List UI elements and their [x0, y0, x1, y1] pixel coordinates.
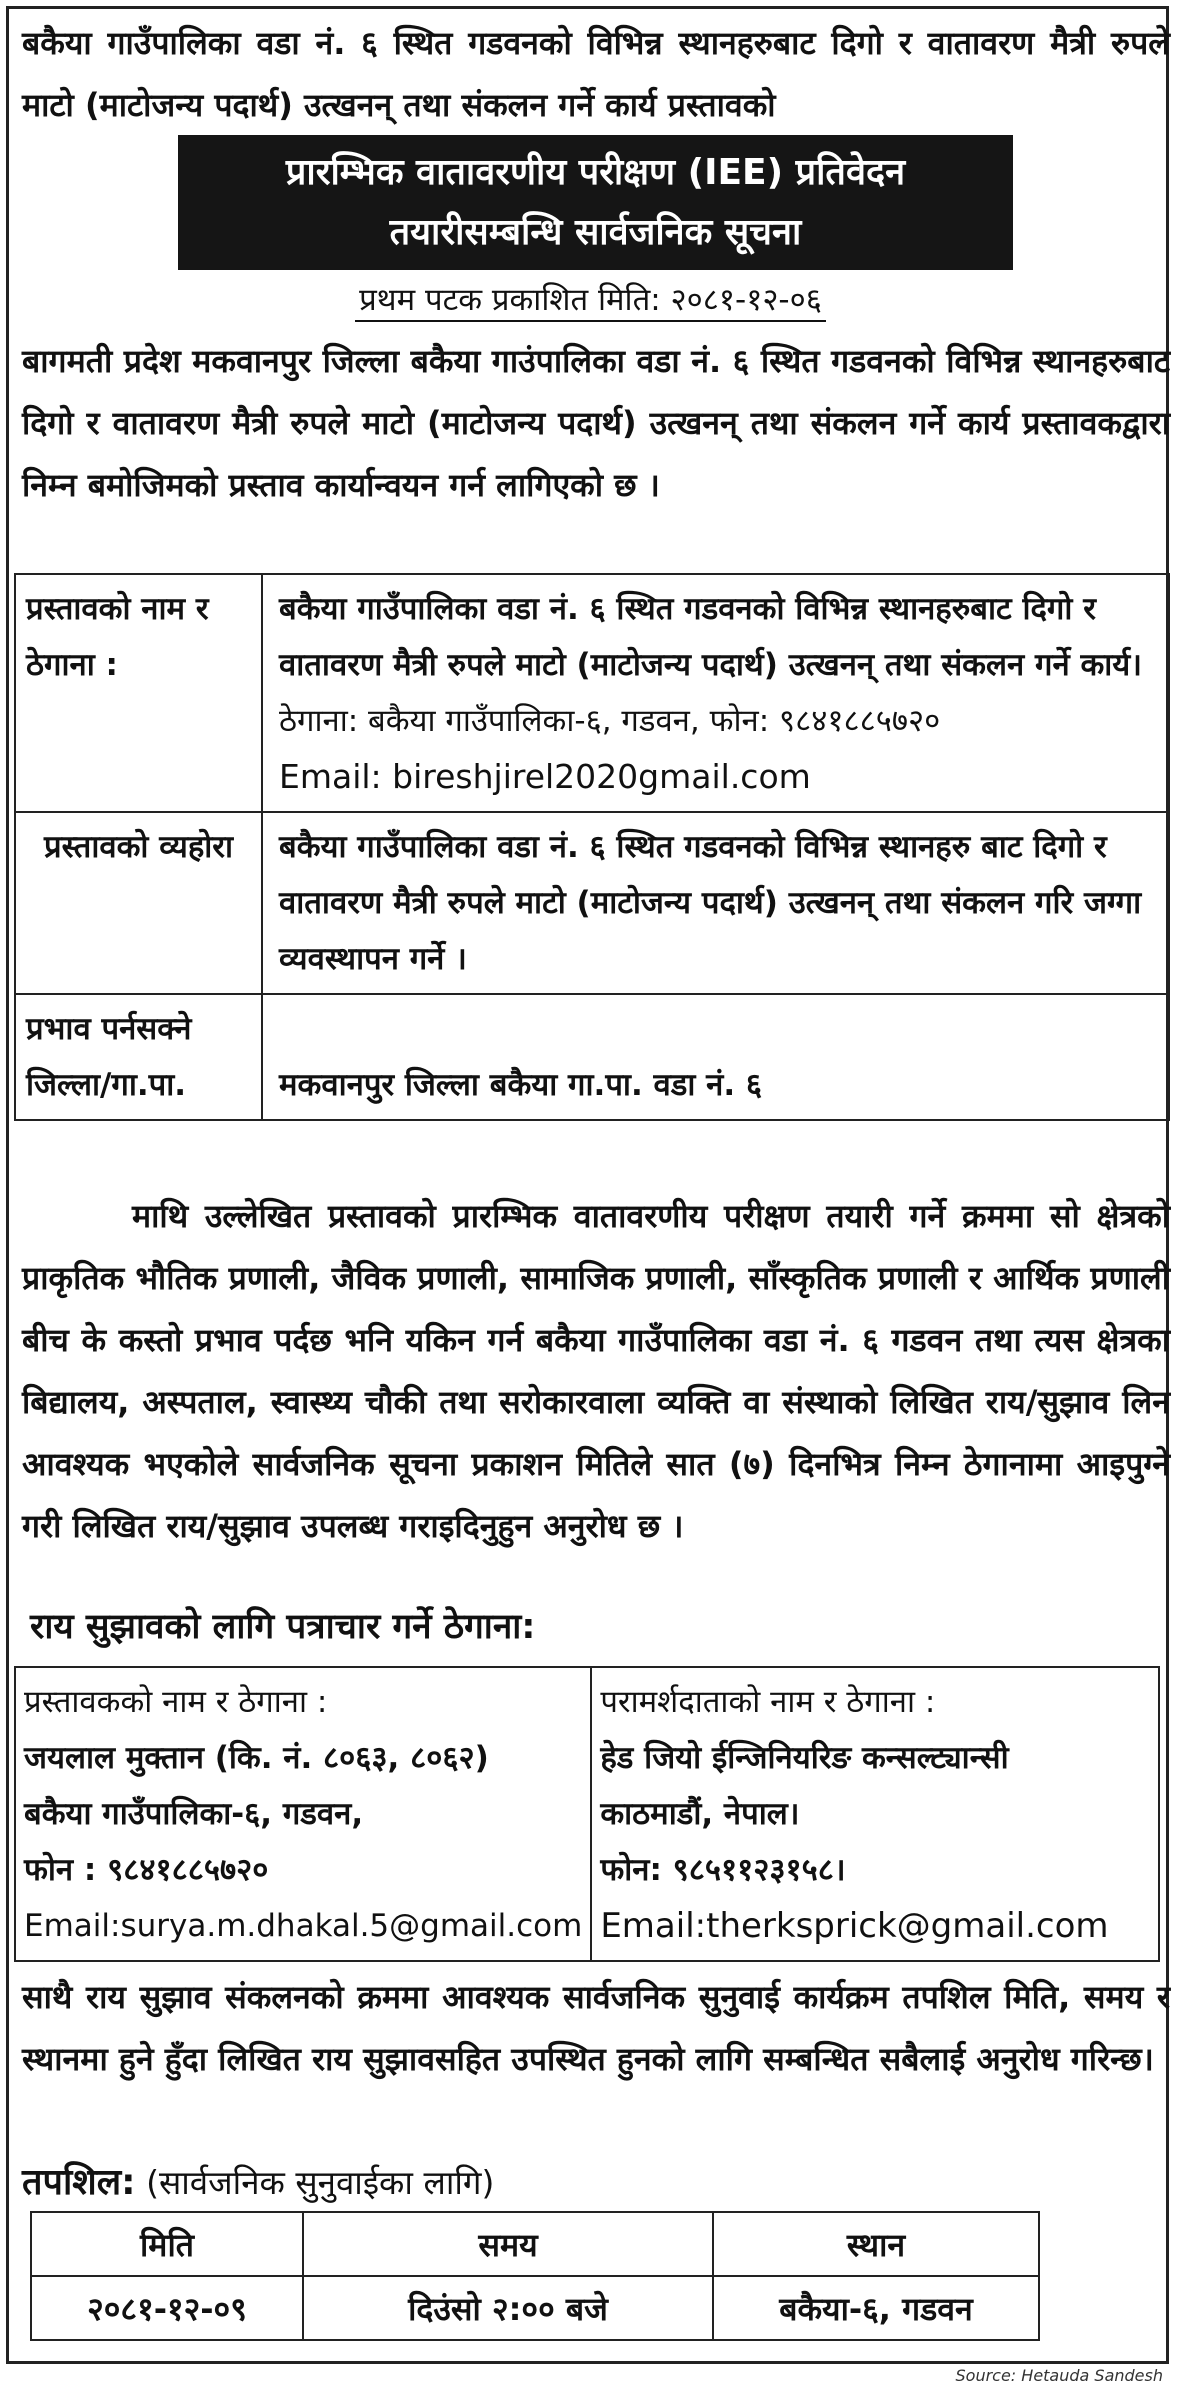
- tapashil-label: तपशिल:: [22, 2162, 136, 2203]
- tapashil-note: (सार्वजनिक सुनुवाईका लागि): [146, 2163, 495, 2202]
- consultant-name: हेड जियो ईन्जिनियरिङ कन्सल्ट्यान्सी: [600, 1740, 1009, 1776]
- published-date: [0, 278, 1181, 320]
- consultant-email: Email:therksprick@gmail.com: [600, 1906, 1109, 1946]
- title-box: [178, 135, 1013, 270]
- contact-heading: राय सुझावको लागि पत्राचार गर्ने ठेगाना:: [30, 1607, 536, 1647]
- proponent-header: प्रस्तावकको नाम र ठेगाना :: [24, 1684, 328, 1720]
- hearing-schedule-table: [30, 2211, 1040, 2341]
- proposal-name: बकैया गाउँपालिका वडा नं. ६ स्थित गडवनको विभिन्न स्थानहरुबाट दिगो र वातावरण मैत्री रुपले माटो (माटोजन्य पदार्थ) उत्खनन् तथा संकलन गर्ने कार्य।: [279, 591, 1143, 683]
- table-row: [15, 812, 1169, 994]
- row-value: [262, 574, 1169, 812]
- proponent-phone: फोन : ९८४१८८५७२०: [24, 1852, 269, 1888]
- row-value: बकैया गाउँपालिका वडा नं. ६ स्थित गडवनको विभिन्न स्थानहरु बाट दिगो र वातावरण मैत्री रुपले माटो (माटोजन्य पदार्थ) उत्खनन् तथा संकलन गरि जग्गा व्यवस्थापन गर्ने ।: [262, 812, 1169, 994]
- proponent-email: Email:surya.m.dhakal.5@gmail.com: [24, 1908, 583, 1944]
- table-row: [31, 2276, 1039, 2340]
- row-label: प्रस्तावको नाम र ठेगाना :: [15, 574, 262, 812]
- row-label: प्रस्तावको व्यहोरा: [15, 812, 262, 994]
- consultant-cell: [591, 1667, 1159, 1961]
- consultant-phone: फोन: ९८५११२३१५८।: [600, 1852, 846, 1888]
- row-value: मकवानपुर जिल्ला बकैया गा.पा. वडा नं. ६: [262, 994, 1169, 1120]
- source-credit: Source: Hetauda Sandesh: [955, 2366, 1163, 2385]
- proposal-info-table: [14, 573, 1170, 1121]
- cell-time: दिउंसो २:०० बजे: [303, 2276, 713, 2340]
- proposal-address: ठेगाना: बकैया गाउँपालिका-६, गडवन, फोन: ९८४१८८५७२०: [279, 703, 941, 739]
- table-row: [15, 1667, 1159, 1961]
- proposal-email: Email: bireshjirel2020gmail.com: [279, 757, 811, 796]
- table-row: [15, 994, 1169, 1120]
- row-label: प्रभाव पर्नसक्ने जिल्ला/गा.पा.: [15, 994, 262, 1120]
- consultant-address: काठमाडौं, नेपाल।: [600, 1796, 800, 1832]
- table-row: [15, 574, 1169, 812]
- table-header-row: [31, 2212, 1039, 2276]
- body-paragraph: माथि उल्लेखित प्रस्तावको प्रारम्भिक वातावरणीय परीक्षण तयारी गर्ने क्रममा सो क्षेत्रको प्राकृतिक भौतिक प्रणाली, जैविक प्रणाली, सामाजिक प्रणाली, साँस्कृतिक प्रणाली र आर्थिक प्रणाली बीच के कस्तो प्रभाव पर्दछ भनि यकिन गर्न बकैया गाउँपालिका वडा नं. ६ गडवन तथा त्यस क्षेत्रका बिद्यालय, अस्पताल, स्वास्थ्य चौकी तथा सरोकारवाला व्यक्ति वा संस्थाको लिखित राय/सुझाव लिन आवश्यक भएकोले सार्वजनिक सूचना प्रकाशन मितिले सात (७) दिनभित्र निम्न ठेगानामा आइपुग्ने गरी लिखित राय/सुझाव उपलब्ध गराइदिनुहुन अनुरोध छ ।: [22, 1197, 1170, 1545]
- proponent-cell: [15, 1667, 591, 1961]
- intro-heading: बकैया गाउँपालिका वडा नं. ६ स्थित गडवनको विभिन्न स्थानहरुबाट दिगो र वातावरण मैत्री रुपले माटो (माटोजन्य पदार्थ) उत्खनन् तथा संकलन गर्ने कार्य प्रस्तावको: [22, 24, 1170, 124]
- tapashil: [22, 2156, 494, 2205]
- intro-paragraph: बागमती प्रदेश मकवानपुर जिल्ला बकैया गाउंपालिका वडा नं. ६ स्थित गडवनको विभिन्न स्थानहरुबाट दिगो र वातावरण मैत्री रुपले माटो (माटोजन्य पदार्थ) उत्खनन् तथा संकलन गर्ने कार्य प्रस्तावकद्वारा निम्न बमोजिमको प्रस्ताव कार्यान्वयन गर्न लागिएको छ ।: [22, 342, 1170, 504]
- title-line-1: प्रारम्भिक वातावरणीय परीक्षण (IEE) प्रतिवेदन: [285, 152, 906, 193]
- published-date-text: प्रथम पटक प्रकाशित मिति: २०८१-१२-०६: [355, 282, 826, 322]
- consultant-header: परामर्शदाताको नाम र ठेगाना :: [600, 1684, 936, 1720]
- header-time: समय: [303, 2212, 713, 2276]
- contact-table: [14, 1666, 1160, 1962]
- closing-paragraph: साथै राय सुझाव संकलनको क्रममा आवश्यक सार्वजनिक सुनुवाई कार्यक्रम तपशिल मिति, समय र स्थानमा हुने हुँदा लिखित राय सुझावसहित उपस्थित हुनको लागि सम्बन्धित सबैलाई अनुरोध गरिन्छ।: [22, 1978, 1170, 2078]
- cell-venue: बकैया-६, गडवन: [713, 2276, 1039, 2340]
- proponent-address: बकैया गाउँपालिका-६, गडवन,: [24, 1796, 364, 1832]
- cell-date: २०८१-१२-०९: [31, 2276, 303, 2340]
- header-venue: स्थान: [713, 2212, 1039, 2276]
- header-date: मिति: [31, 2212, 303, 2276]
- proponent-name: जयलाल मुक्तान (कि. नं. ८०६३, ८०६२): [24, 1740, 489, 1776]
- title-line-2: तयारीसम्बन्धि सार्वजनिक सूचना: [389, 212, 802, 253]
